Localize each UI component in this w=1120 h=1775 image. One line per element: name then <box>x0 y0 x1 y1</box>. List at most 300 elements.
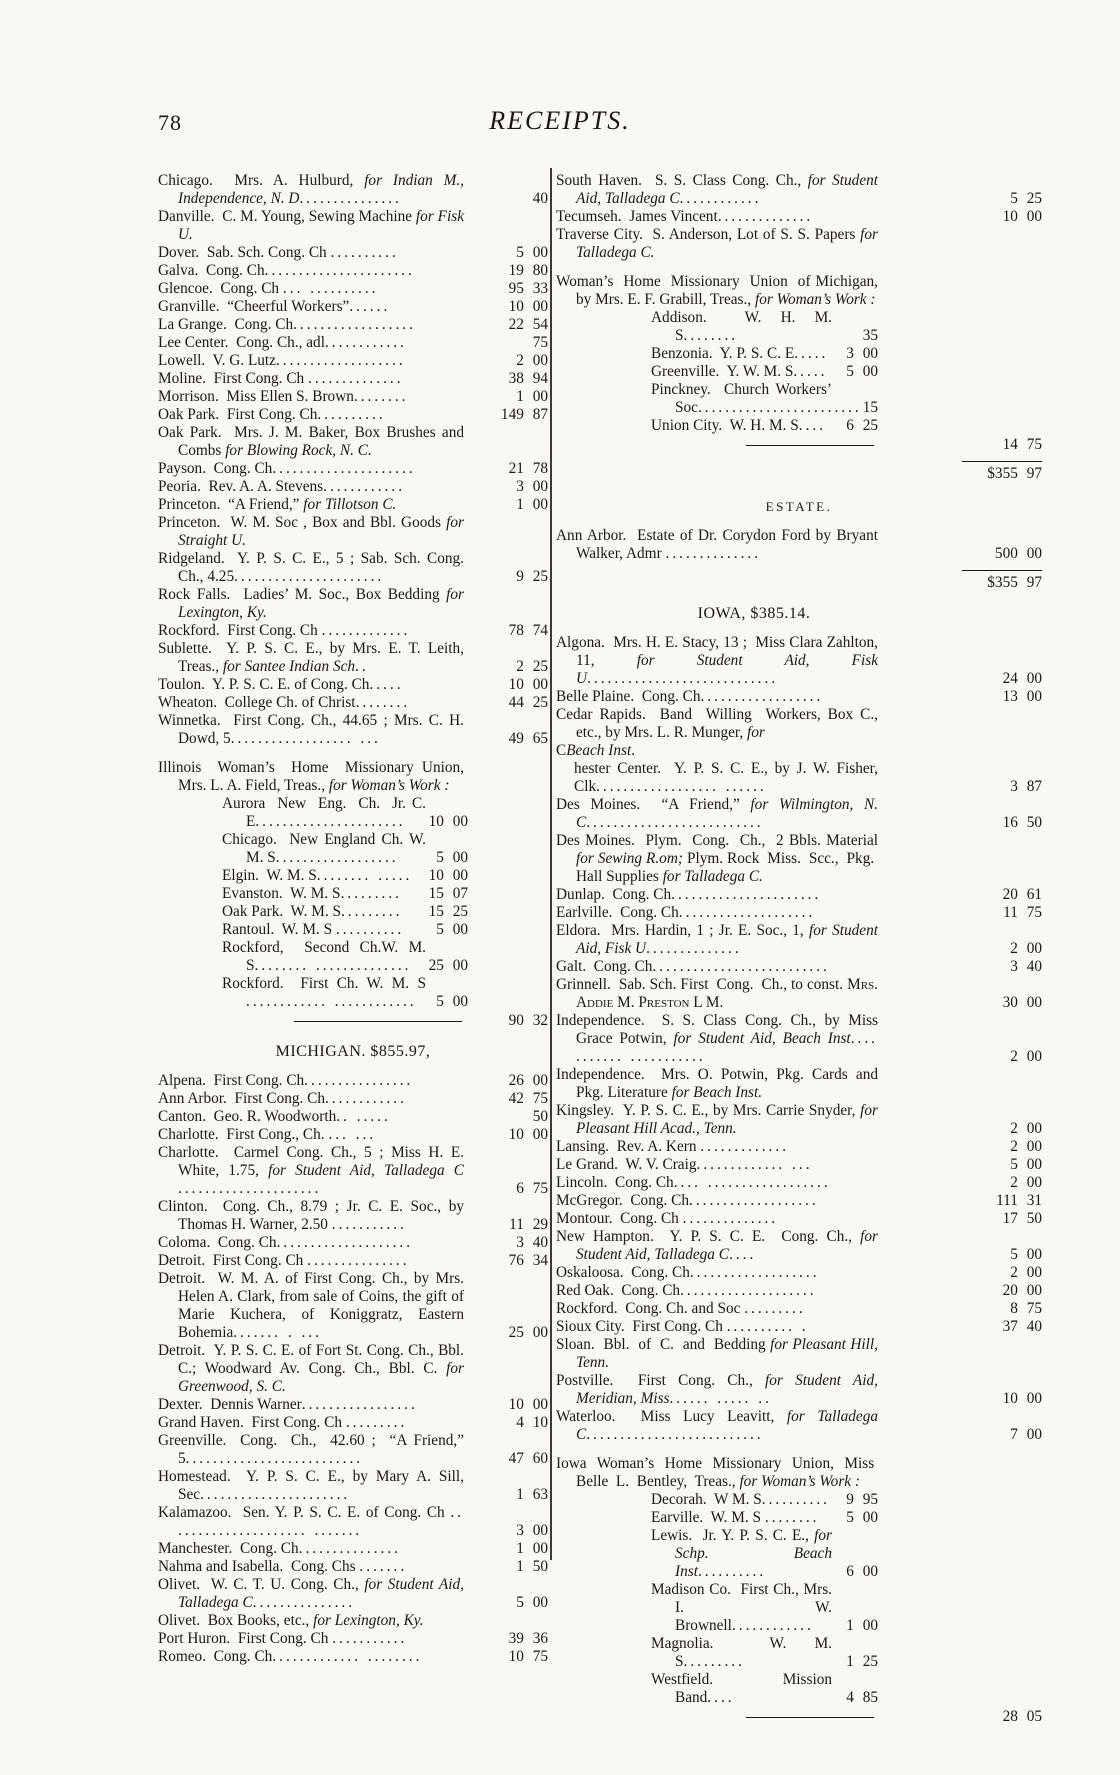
receipt-entry <box>556 634 1042 688</box>
receipt-entry <box>222 867 548 885</box>
receipt-entry <box>158 1540 548 1558</box>
entry-text: Elgin. W. M. S........ ..... <box>222 867 413 884</box>
entry-text: Addison. W. H. M. S........ <box>651 309 832 344</box>
receipt-entry <box>158 244 548 262</box>
entry-text: Rantoul. W. M. S .......... <box>222 921 405 938</box>
receipt-entry <box>556 1372 1042 1408</box>
entry-text: Wheaton. College Ch. of Christ........ <box>158 694 411 711</box>
amount-value: 76 34 <box>508 1252 548 1269</box>
receipt-entry <box>556 1282 1042 1300</box>
receipt-entry <box>158 1558 548 1576</box>
amount-value: 49 65 <box>508 730 548 747</box>
receipt-entry <box>222 939 548 975</box>
receipt-entry <box>158 1252 548 1270</box>
receipt-entry <box>556 1455 1042 1491</box>
receipt-entry <box>158 676 548 694</box>
entry-text: Montour. Cong. Ch .............. <box>556 1210 779 1227</box>
entry-text: McGregor. Cong. Ch................... <box>556 1192 819 1209</box>
total-rule <box>746 445 874 446</box>
total-row <box>556 1707 1042 1726</box>
entry-text: Dunlap. Cong. Ch...................... <box>556 886 822 903</box>
receipt-entry <box>158 316 548 334</box>
receipt-entry <box>158 1342 548 1396</box>
receipt-entry <box>158 1612 548 1630</box>
amount-value: 24 00 <box>1002 670 1042 687</box>
entry-text: Morrison. Miss Ellen S. Brown........ <box>158 388 409 405</box>
entry-text: Woman’s Home Missionary Union of Michigan, by Mrs. E. F. Grabill, Treas., for Woman’s Work : <box>556 273 878 308</box>
amount-value: 10 00 <box>508 676 548 693</box>
amount-value: 9 25 <box>516 568 548 585</box>
amount-value: 26 00 <box>508 1072 548 1089</box>
receipt-entry <box>158 1630 548 1648</box>
amount-value: 19 80 <box>508 262 548 279</box>
entry-text: Galva. Cong. Ch...................... <box>158 262 415 279</box>
receipt-entry <box>158 640 548 676</box>
amount-value: 22 54 <box>508 316 548 333</box>
receipt-entry <box>556 172 1042 208</box>
entry-text: Algona. Mrs. H. E. Stacy, 13 ; Miss Clara Zahlton, 11, for Student Aid, Fisk U............................ <box>556 634 878 687</box>
receipt-entry <box>556 688 1042 706</box>
amount-value: 6 25 <box>846 417 878 434</box>
amount-value: 21 78 <box>508 460 548 477</box>
receipt-entry <box>158 172 548 208</box>
entry-text: Union City. W. H. M. S.... <box>651 417 827 434</box>
receipt-entry <box>556 1102 1042 1138</box>
receipt-entry <box>158 1432 548 1468</box>
entry-text: Illinois Woman’s Home Missionary Union, Mrs. L. A. Field, Treas., for Woman’s Work : <box>158 759 464 794</box>
receipt-entry <box>556 1264 1042 1282</box>
receipt-entry <box>651 1635 1042 1671</box>
entry-text: Dover. Sab. Sch. Cong. Ch .......... <box>158 244 399 261</box>
amount-value: 20 00 <box>1002 1282 1042 1299</box>
entry-text: Detroit. W. M. A. of First Cong. Ch., by Mrs. Helen A. Clark, from sale of Coins, the gift of Marie Kuchera, of Koniggratz, Eastern Bohemia....... . ... <box>158 1270 464 1341</box>
amount-value: 5 00 <box>516 1594 548 1611</box>
amount-value: 10 00 <box>508 1126 548 1143</box>
entry-text: Le Grand. W. V. Craig............. ... <box>556 1156 813 1173</box>
entry-text: Benzonia. Y. P. S. C. E..... <box>651 345 829 362</box>
amount-value: 10 00 <box>508 1396 548 1413</box>
total-row <box>556 435 1042 454</box>
amount-value: 1 50 <box>516 1558 548 1575</box>
entry-text: Pinckney. Church Workers’ Soc........................ <box>651 381 862 416</box>
entry-text: Tecumseh. James Vincent.............. <box>556 208 814 225</box>
receipt-entry <box>158 208 548 244</box>
receipt-entry <box>158 1576 548 1612</box>
entry-text: Coloma. Cong. Ch.................... <box>158 1234 414 1251</box>
receipt-entry <box>651 1581 1042 1635</box>
entry-text: Clinton. Cong. Ch., 8.79 ; Jr. C. E. Soc., by Thomas H. Warner, 2.50 ........... <box>158 1198 464 1233</box>
amount-value: 16 50 <box>1002 814 1042 831</box>
receipt-entry <box>158 694 548 712</box>
entry-text: Ann Arbor. Estate of Dr. Corydon Ford by Bryant Walker, Admr .............. <box>556 527 878 562</box>
amount-value: 78 74 <box>508 622 548 639</box>
amount-value: 4 10 <box>516 1414 548 1431</box>
entry-text: Rockford. First Ch. W. M. S ............ ............ <box>222 975 426 1010</box>
receipt-entry <box>651 345 1042 363</box>
entry-text: Chicago. Mrs. A. Hulburd, for Indian M., Independence, N. D............... <box>158 172 464 207</box>
receipt-entry <box>158 1090 548 1108</box>
entry-text: Oskaloosa. Cong. Ch................... <box>556 1264 820 1281</box>
receipt-entry <box>556 796 1042 832</box>
receipt-entry <box>158 298 548 316</box>
entry-text: Eldora. Mrs. Hardin, 1 ; Jr. E. Soc., 1, for Student Aid, Fisk U.............. <box>556 922 878 957</box>
entry-text: Port Huron. First Cong. Ch ........... <box>158 1630 408 1647</box>
receipt-entry <box>158 1072 548 1090</box>
amount-value: 1 00 <box>516 496 548 513</box>
entry-text: Belle Plaine. Cong. Ch.................. <box>556 688 824 705</box>
amount-value: 10 00 <box>1002 208 1042 225</box>
entry-text: Alpena. First Cong. Ch................ <box>158 1072 414 1089</box>
entry-text: hester Center. Y. P. S. C. E., by J. W. Fisher, Clk.................. ...... <box>574 760 878 795</box>
receipt-entry <box>651 1491 1042 1509</box>
amount-value: 2 00 <box>516 352 548 369</box>
entry-text: Traverse City. S. Anderson, Lot of S. S. Papers for Talladega C. <box>556 226 878 261</box>
receipt-entry <box>556 706 1042 742</box>
entry-text: Evanston. W. M. S......... <box>222 885 402 902</box>
entry-text: Granville. “Cheerful Workers”...... <box>158 298 391 315</box>
amount-value: 2 25 <box>516 658 548 675</box>
amount-value: 5 00 <box>516 244 548 261</box>
right-column <box>556 172 1042 1726</box>
amount-value: 2 00 <box>1010 1120 1042 1137</box>
total-amount: 14 75 <box>1002 436 1042 453</box>
amount-value: 39 36 <box>508 1630 548 1647</box>
entry-text: Princeton. “A Friend,” for Tillotson C. <box>158 496 397 513</box>
receipt-entry <box>556 1408 1042 1444</box>
spacer <box>556 1444 1042 1455</box>
receipt-entry <box>158 388 548 406</box>
receipt-entry <box>158 550 548 586</box>
amount-value: 1 25 <box>846 1653 878 1670</box>
total-amount: 28 05 <box>1002 1708 1042 1725</box>
entry-text: Lewis. Jr. Y. P. S. C. E., for Schp. Beach Inst.......... <box>651 1527 832 1580</box>
amount-value: 15 25 <box>428 903 468 920</box>
entry-text: Homestead. Y. P. S. C. E., by Mary A. Sill, Sec...................... <box>158 1468 464 1503</box>
receipt-entry <box>651 309 1042 345</box>
amount-value: 3 00 <box>516 1522 548 1539</box>
entry-text: Rockford. First Cong. Ch ............. <box>158 622 411 639</box>
entry-text: Lansing. Rev. A. Kern ............. <box>556 1138 790 1155</box>
receipt-entry <box>158 1504 548 1540</box>
amount-value: 6 75 <box>516 1180 548 1197</box>
entry-text: CBeach Inst. <box>556 742 636 759</box>
total-row <box>158 1011 548 1030</box>
entry-text: Des Moines. Plym. Cong. Ch., 2 Bbls. Material for Sewing R.om; Plym. Rock Miss. Scc., Pkg. Hall Supplies for Talladega C. <box>556 832 878 885</box>
amount-value: 44 25 <box>508 694 548 711</box>
left-column <box>158 172 548 1666</box>
entry-text: Waterloo. Miss Lucy Leavitt, for Talladega C.......................... <box>556 1408 879 1443</box>
amount-value: 5 00 <box>436 993 468 1010</box>
receipt-entry <box>158 1234 548 1252</box>
section-heading: IOWA, $385.14. <box>697 605 811 622</box>
receipt-entry <box>158 1126 548 1144</box>
entry-text: Olivet. W. C. T. U. Cong. Ch., for Student Aid, Talladega C............... <box>158 1576 464 1611</box>
receipt-entry <box>158 334 548 352</box>
entry-text: Galt. Cong. Ch.......................... <box>556 958 830 975</box>
entry-text: Charlotte. Carmel Cong. Ch., 5 ; Miss H. E. White, 1.75, for Student Aid, Talladega C ..................... <box>158 1144 464 1197</box>
entry-text: Lincoln. Cong. Ch.... .................. <box>556 1174 831 1191</box>
entry-text: Decorah. W M. S.......... <box>651 1491 830 1508</box>
entry-text: Earlville. Cong. Ch.................... <box>556 904 816 921</box>
amount-value: 1 00 <box>516 1540 548 1557</box>
entry-text: South Haven. S. S. Class Cong. Ch., for Student Aid, Talladega C............ <box>556 172 879 207</box>
entry-text: Independence. Mrs. O. Potwin, Pkg. Cards and Pkg. Literature for Beach Inst. <box>556 1066 878 1101</box>
amount-value: 35 <box>862 327 878 344</box>
receipt-entry <box>222 831 548 867</box>
amount-value: 5 00 <box>436 921 468 938</box>
receipt-entry <box>574 760 1042 796</box>
entry-text: Westfield. Mission Band.... <box>651 1671 832 1706</box>
receipt-entry <box>556 742 1042 760</box>
receipt-entry <box>651 417 1042 435</box>
receipt-entry <box>556 1192 1042 1210</box>
entry-text: Rock Falls. Ladies’ M. Soc., Box Bedding for Lexington, Ky. <box>158 586 464 621</box>
receipt-entry <box>556 226 1042 262</box>
amount-value: 3 40 <box>516 1234 548 1251</box>
amount-value: 5 00 <box>1010 1246 1042 1263</box>
receipt-entry <box>158 1396 548 1414</box>
amount-value: 4 85 <box>846 1689 878 1706</box>
receipt-entry <box>651 381 1042 417</box>
amount-value: 95 33 <box>508 280 548 297</box>
amount-value: 5 00 <box>436 849 468 866</box>
amount-value: 50 <box>532 1108 548 1125</box>
entry-text: Payson. Cong. Ch..................... <box>158 460 416 477</box>
amount-value: 10 00 <box>428 867 468 884</box>
amount-value: 149 87 <box>500 406 548 423</box>
entry-text: Peoria. Rev. A. A. Stevens............ <box>158 478 406 495</box>
total-row <box>556 457 1042 483</box>
amount-value: 5 25 <box>1010 190 1042 207</box>
entry-text: Princeton. W. M. Soc , Box and Bbl. Goods for Straight U. <box>158 514 464 549</box>
receipt-entry <box>556 958 1042 976</box>
entry-text: Ann Arbor. First Cong. Ch............ <box>158 1090 407 1107</box>
receipt-entry <box>158 424 548 460</box>
receipt-entry <box>158 1468 548 1504</box>
receipt-entry <box>651 1527 1042 1581</box>
entry-text: Des Moines. “A Friend,” for Wilmington, N. C.......................... <box>556 796 879 831</box>
page-number: 78 <box>158 110 182 135</box>
entry-text: Madison Co. First Ch., Mrs. I. W. Brownell............ <box>651 1581 832 1634</box>
amount-value: 15 <box>862 399 878 416</box>
receipt-entry <box>556 1066 1042 1102</box>
amount-value: 20 61 <box>1002 886 1042 903</box>
receipt-entry <box>158 1198 548 1234</box>
amount-value: 38 94 <box>508 370 548 387</box>
entry-text: Chicago. New England Ch. W. M. S.................. <box>222 831 426 866</box>
receipt-entry <box>556 922 1042 958</box>
amount-value: 42 75 <box>508 1090 548 1107</box>
entry-text: La Grange. Cong. Ch.................. <box>158 316 416 333</box>
entry-text: Kalamazoo. Sen. Y. P. S. C. E. of Cong. Ch .. ................... ....... <box>158 1504 464 1539</box>
entry-text: Grinnell. Sab. Sch. First Cong. Ch., to const. Mrs. Addie M. Preston L M. <box>556 976 878 1011</box>
entry-text: Red Oak. Cong. Ch.................... <box>556 1282 817 1299</box>
entry-text: Rockford. Cong. Ch. and Soc ......... <box>556 1300 806 1317</box>
entry-text: Sublette. Y. P. S. C. E., by Mrs. E. T. Leith, Treas., for Santee Indian Sch.. <box>158 640 464 675</box>
amount-value: 2 00 <box>1010 1174 1042 1191</box>
receipt-entry <box>556 1300 1042 1318</box>
amount-value: 47 60 <box>508 1450 548 1467</box>
receipt-entry <box>556 1156 1042 1174</box>
receipt-entry <box>158 1270 548 1342</box>
receipt-entry <box>158 1414 548 1432</box>
entry-text: Aurora New Eng. Ch. Jr. C. E...................... <box>222 795 426 830</box>
receipt-entry <box>222 975 548 1011</box>
amount-value: 10 75 <box>508 1648 548 1665</box>
entry-text: Moline. First Cong. Ch .............. <box>158 370 404 387</box>
entry-text: Olivet. Box Books, etc., for Lexington, Ky. <box>158 1612 424 1629</box>
entry-text: Manchester. Cong. Ch............... <box>158 1540 402 1557</box>
receipt-entry <box>556 208 1042 226</box>
entry-text: Sioux City. First Cong. Ch .......... . <box>556 1318 809 1335</box>
receipt-entry <box>158 1648 548 1666</box>
amount-value: 3 00 <box>516 478 548 495</box>
entry-text: Nahma and Isabella. Cong. Chs ....... <box>158 1558 408 1575</box>
entry-text: Lowell. V. G. Lutz................... <box>158 352 406 369</box>
amount-value: 15 07 <box>428 885 468 902</box>
spacer <box>556 262 1042 273</box>
entry-text: Danville. C. M. Young, Sewing Machine for Fisk U. <box>158 208 464 243</box>
entry-text: Magnolia. W. M. S......... <box>651 1635 832 1670</box>
entry-text: Oak Park. First Cong. Ch.......... <box>158 406 386 423</box>
receipt-entry <box>556 1228 1042 1264</box>
amount-value: 1 63 <box>516 1486 548 1503</box>
receipt-entry <box>158 478 548 496</box>
amount-value: 1 00 <box>846 1617 878 1634</box>
amount-value: 40 <box>532 190 548 207</box>
amount-value: 30 00 <box>1002 994 1042 1011</box>
receipt-entry <box>556 904 1042 922</box>
total-rule <box>746 1717 874 1718</box>
entry-text: Detroit. First Cong. Ch ............... <box>158 1252 410 1269</box>
receipt-entry <box>222 903 548 921</box>
entry-text: Charlotte. First Cong., Ch. ... ... <box>158 1126 377 1143</box>
entry-text: Independence. S. S. Class Cong. Ch., by Miss Grace Potwin, for Student Aid, Beach Inst.... ....... ........... <box>556 1012 878 1065</box>
entry-text: Iowa Woman’s Home Missionary Union, Miss Belle L. Bentley, Treas., for Woman’s Work : <box>556 1455 878 1490</box>
amount-value: 8 75 <box>1010 1300 1042 1317</box>
amount-value: 6 00 <box>846 1563 878 1580</box>
amount-value: 9 95 <box>846 1491 878 1508</box>
amount-value: 10 00 <box>1002 1390 1042 1407</box>
receipt-entry <box>556 886 1042 904</box>
receipt-entry <box>556 1138 1042 1156</box>
entry-text: Winnetka. First Cong. Ch., 44.65 ; Mrs. C. H. Dowd, 5.................. ... <box>158 712 464 747</box>
amount-value: 13 00 <box>1002 688 1042 705</box>
receipt-entry <box>158 759 548 795</box>
amount-value: 11 29 <box>509 1216 548 1233</box>
entry-text: Sloan. Bbl. of C. and Bedding for Pleasant Hill, Tenn. <box>556 1336 878 1371</box>
receipt-entry <box>556 527 1042 563</box>
amount-value: 1 00 <box>516 388 548 405</box>
amount-value: 2 00 <box>1010 940 1042 957</box>
total-amount: $355 97 <box>987 574 1042 591</box>
total-rule <box>962 570 1042 571</box>
amount-value: 111 31 <box>996 1192 1042 1209</box>
receipt-entry <box>651 1671 1042 1707</box>
receipt-entry <box>158 622 548 640</box>
receipt-entry <box>158 352 548 370</box>
receipt-entry <box>651 363 1042 381</box>
entry-text: Oak Park. Mrs. J. M. Baker, Box Brushes and Combs for Blowing Rock, N. C. <box>158 424 464 459</box>
total-amount: 90 32 <box>508 1012 548 1029</box>
entry-text: Dexter. Dennis Warner................. <box>158 1396 418 1413</box>
amount-value: 10 00 <box>428 813 468 830</box>
entry-text: New Hampton. Y. P. S. C. E. Cong. Ch., for Student Aid, Talladega C.... <box>556 1228 878 1263</box>
total-rule <box>294 1021 462 1022</box>
amount-value: 2 00 <box>1010 1138 1042 1155</box>
receipt-entry <box>556 1210 1042 1228</box>
amount-value: 5 00 <box>846 1509 878 1526</box>
entry-text: Grand Haven. First Cong. Ch ......... <box>158 1414 408 1431</box>
receipt-entry <box>556 1012 1042 1066</box>
amount-value: 10 00 <box>508 298 548 315</box>
receipt-entry <box>158 406 548 424</box>
amount-value: 3 40 <box>1010 958 1042 975</box>
receipt-entry <box>158 496 548 514</box>
receipt-entry <box>556 976 1042 1012</box>
receipt-entry <box>158 280 548 298</box>
entry-text: Romeo. Cong. Ch............. ........ <box>158 1648 423 1665</box>
receipt-entry <box>158 460 548 478</box>
receipt-entry <box>158 712 548 748</box>
amount-value: 3 00 <box>846 345 878 362</box>
receipt-entry <box>222 795 548 831</box>
spacer <box>158 748 548 759</box>
receipt-entry <box>158 1144 548 1198</box>
entry-text: Kingsley. Y. P. S. C. E., by Mrs. Carrie Snyder, for Pleasant Hill Acad., Tenn. <box>556 1102 878 1137</box>
amount-value: 37 40 <box>1002 1318 1042 1335</box>
entry-text: Cedar Rapids. Band Willing Workers, Box C., etc., by Mrs. L. R. Munger, for <box>556 706 878 741</box>
total-row <box>556 566 1042 592</box>
entry-text: Glencoe. Cong. Ch ... .......... <box>158 280 379 297</box>
amount-value: 3 87 <box>1010 778 1042 795</box>
receipt-entry <box>651 1509 1042 1527</box>
amount-value: 17 50 <box>1002 1210 1042 1227</box>
receipt-entry <box>556 273 1042 309</box>
receipt-entry <box>222 921 548 939</box>
amount-value: 2 00 <box>1010 1048 1042 1065</box>
receipt-entry <box>556 1336 1042 1372</box>
column-divider-rule <box>550 168 552 1560</box>
amount-value: 25 00 <box>428 957 468 974</box>
page-title: RECEIPTS. <box>489 106 631 135</box>
receipt-entry <box>556 832 1042 886</box>
section-heading: ESTATE. <box>765 499 833 514</box>
entry-text: Greenville. Cong. Ch., 42.60 ; “A Friend,” 5.......................... <box>158 1432 464 1467</box>
entry-text: Lee Center. Cong. Ch., adl............ <box>158 334 407 351</box>
receipt-entry <box>158 262 548 280</box>
entry-text: Toulon. Y. P. S. C. E. of Cong. Ch..... <box>158 676 404 693</box>
section-heading: MICHIGAN. $855.97, <box>275 1043 431 1060</box>
total-rule <box>962 461 1042 462</box>
amount-value: 2 00 <box>1010 1264 1042 1281</box>
entry-text: Greenville. Y. W. M. S..... <box>651 363 828 380</box>
entry-text: Oak Park. W. M. S......... <box>222 903 403 920</box>
receipt-entry <box>158 1108 548 1126</box>
amount-value: 7 00 <box>1010 1426 1042 1443</box>
receipt-entry <box>158 514 548 550</box>
receipt-entry <box>158 370 548 388</box>
entry-text: Canton. Geo. R. Woodworth.. ..... <box>158 1108 391 1125</box>
amount-value: 25 00 <box>508 1324 548 1341</box>
receipt-entry <box>222 885 548 903</box>
amount-value: 500 00 <box>994 545 1042 562</box>
receipt-entry <box>556 1318 1042 1336</box>
amount-value: 11 75 <box>1003 904 1042 921</box>
amount-value: 5 00 <box>1010 1156 1042 1173</box>
entry-text: Ridgeland. Y. P. S. C. E., 5 ; Sab. Sch. Cong. Ch., 4.25...................... <box>158 550 464 585</box>
entry-text: Earville. W. M. S ........ <box>651 1509 820 1526</box>
